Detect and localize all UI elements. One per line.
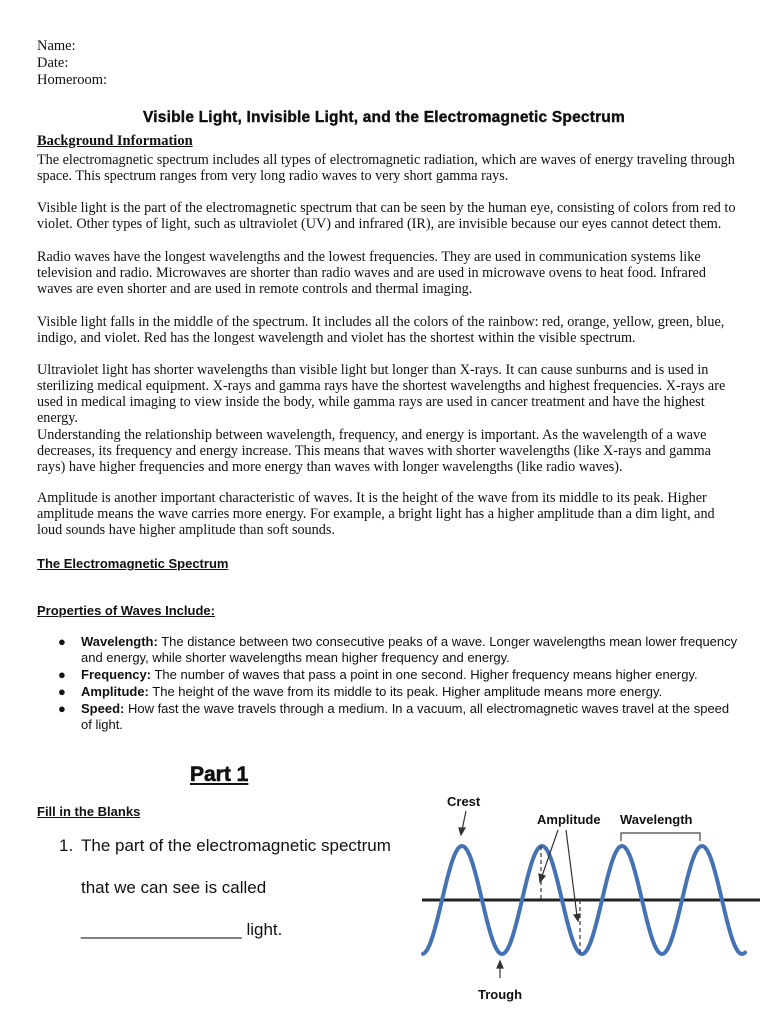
property-description: How fast the wave travels through a medium. In a vacuum, all electromagnetic waves travel at the speed of light.	[81, 701, 730, 732]
answer-blank-line: _________________ light.	[81, 920, 283, 939]
wave-diagram	[415, 788, 760, 1018]
background-heading: Background Information	[37, 133, 193, 149]
crest-label: Crest	[447, 794, 481, 809]
em-spectrum-heading: The Electromagnetic Spectrum	[37, 556, 229, 571]
amplitude-arrow-head	[539, 874, 545, 882]
background-paragraph: The electromagnetic spectrum includes all types of electromagnetic radiation, which are waves of energy traveling through space. This spectrum ranges from very long radio waves to very short gamma rays.	[37, 152, 735, 184]
property-description: The distance between two consecutive peaks of a wave. Longer wavelengths mean lower frequency and energy, while shorter wavelengths mean higher frequency and energy.	[81, 634, 738, 665]
bullet-icon: ●	[58, 634, 66, 649]
page-title: Visible Light, Invisible Light, and the Electromagnetic Spectrum	[143, 109, 625, 126]
amplitude-arrow-head	[574, 914, 580, 921]
property-description: The height of the wave from its middle to its peak. Higher amplitude means more energy.	[148, 684, 663, 699]
list-item	[58, 667, 738, 683]
background-paragraph: Amplitude is another important characteristic of waves. It is the height of the wave from its middle to its peak. Higher amplitude means the wave carries more energy. For example, a bright light has a higher amplitude than a dim light, and loud sounds have higher amplitude than soft sounds.	[37, 490, 715, 538]
date-label: Date:	[37, 55, 69, 71]
list-item	[58, 701, 738, 733]
list-item	[58, 634, 738, 666]
property-term: Wavelength:	[81, 634, 158, 649]
property-description: The number of waves that pass a point in one second. Higher frequency means higher energy.	[151, 667, 698, 682]
properties-list	[58, 634, 738, 734]
property-term: Amplitude:	[81, 684, 149, 699]
background-paragraph: Visible light is the part of the electromagnetic spectrum that can be seen by the human eye, consisting of colors from red to violet. Other types of light, such as ultraviolet (UV) and infrared (IR), are invisible because our eyes cannot detect them.	[37, 200, 736, 232]
background-paragraph: Radio waves have the longest wavelengths and the lowest frequencies. They are used in communication systems like television and radio. Microwaves are shorter than radio waves and are used in microwave ovens to heat food. Infrared waves are even shorter and are used in remote controls and thermal imaging.	[37, 249, 706, 297]
bullet-icon: ●	[58, 667, 66, 682]
list-item	[58, 684, 738, 700]
part1-heading: Part 1	[190, 763, 249, 786]
crest-arrow	[462, 811, 466, 830]
wavelength-bracket	[621, 833, 700, 841]
wavelength-label: Wavelength	[620, 812, 693, 827]
trough-label: Trough	[478, 987, 523, 1002]
crest-arrow-head	[459, 828, 465, 835]
amplitude-arrow	[566, 830, 577, 916]
property-term: Frequency:	[81, 667, 152, 682]
trough-arrow-head	[497, 961, 503, 968]
question-text: that we can see is called	[81, 878, 267, 897]
question-text: The part of the electromagnetic spectrum	[81, 836, 391, 855]
name-label: Name:	[37, 38, 76, 54]
amplitude-label: Amplitude	[537, 812, 601, 827]
background-paragraph: Visible light falls in the middle of the spectrum. It includes all the colors of the rainbow: red, orange, yellow, green, blue, indigo, and violet. Red has the longest wavelength and violet has the shortest within the visible spectrum.	[37, 314, 725, 346]
fill-in-blanks-heading: Fill in the Blanks	[37, 804, 141, 819]
properties-heading: Properties of Waves Include:	[37, 603, 215, 618]
homeroom-label: Homeroom:	[37, 72, 108, 88]
property-term: Speed:	[81, 701, 125, 716]
bullet-icon: ●	[58, 701, 66, 716]
background-paragraph: Ultraviolet light has shorter wavelengths than visible light but longer than X-rays. It can cause sunburns and is used in sterilizing medical equipment. X-rays and gamma rays have the shortest wavelengths and highest frequencies. X-rays are used in medical imaging to view inside the body, while gamma rays are used in cancer treatment and have the highest energy.	[37, 362, 726, 426]
bullet-icon: ●	[58, 684, 66, 699]
student-info-header	[37, 38, 107, 89]
question-number: 1.	[59, 836, 74, 855]
background-paragraph: Understanding the relationship between wavelength, frequency, and energy is important. As the wavelength of a wave decreases, its frequency and energy increase. This means that waves with shorter wavelengths (like X-rays and gamma rays) have higher frequencies and more energy than waves with longer wavelengths (like radio waves).	[37, 427, 711, 475]
